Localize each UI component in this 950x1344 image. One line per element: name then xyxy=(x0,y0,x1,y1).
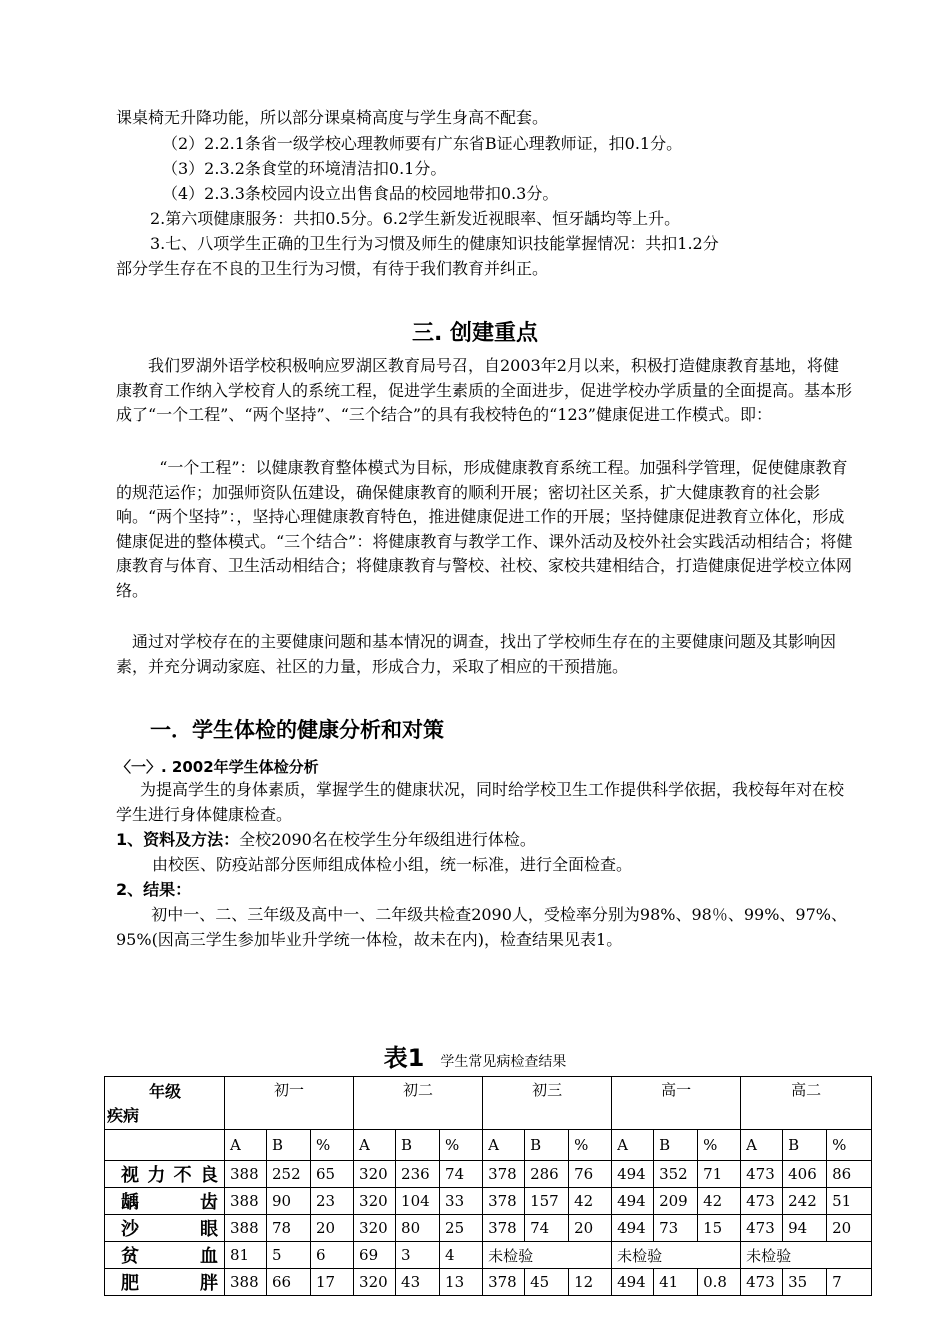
row-name-anemia: 贫血 xyxy=(105,1242,225,1269)
row-name-obesity: 肥胖 xyxy=(105,1269,225,1296)
table-cell: 66 xyxy=(267,1269,311,1296)
table-cell: 43 xyxy=(396,1269,440,1296)
subheader-a: A xyxy=(225,1130,267,1161)
table-cell: 494 xyxy=(612,1161,654,1188)
grade-header: 初三 xyxy=(483,1077,612,1130)
table-cell: 20 xyxy=(311,1215,354,1242)
subheader-b: B xyxy=(267,1130,311,1161)
table-cell: 20 xyxy=(569,1215,612,1242)
corner-disease-label: 疾病 xyxy=(107,1106,140,1125)
table-cell: 78 xyxy=(267,1215,311,1242)
table-cell: 45 xyxy=(525,1269,569,1296)
table-cell: 252 xyxy=(267,1161,311,1188)
not-tested-cell: 未检验 xyxy=(612,1242,654,1269)
text-line-3: （3）2.3.2条食堂的环境清洁扣0.1分。 xyxy=(162,159,447,178)
table-subheader-row xyxy=(105,1130,872,1161)
not-tested-cell: 未检验 xyxy=(741,1242,783,1269)
table-cell: 51 xyxy=(827,1188,872,1215)
table-cell: 3 xyxy=(396,1242,440,1269)
item-results-label: 2、结果： xyxy=(116,880,192,899)
grade-header: 高一 xyxy=(612,1077,741,1130)
row-name-dental-caries: 龋齿 xyxy=(105,1188,225,1215)
table-cell: 7 xyxy=(827,1269,872,1296)
subheader-b: B xyxy=(783,1130,827,1161)
table-cell: 378 xyxy=(483,1161,525,1188)
grade-header: 初二 xyxy=(354,1077,483,1130)
table-cell: 13 xyxy=(440,1269,483,1296)
table-cell: 5 xyxy=(267,1242,311,1269)
subheader-b: B xyxy=(654,1130,698,1161)
subsection-title-2002: 〈一〉. 2002年学生体检分析 xyxy=(116,758,319,776)
table-cell: 65 xyxy=(311,1161,354,1188)
table-cell: 86 xyxy=(827,1161,872,1188)
paragraph-creation-intro: 我们罗湖外语学校积极响应罗湖区教育局号召，自2003年2月以来，积极打造健康教育基地，将健康教育工作纳入学校育人的系统工程，促进学生素质的全面进步，促进学校办学质量的全面提高。基本形成了“一个工程”、“两个坚持”、“三个结合”的具有我校特色的“123”健康促进工作模式。即： xyxy=(116,356,853,424)
table-cell: 15 xyxy=(698,1215,741,1242)
table-cell: 6 xyxy=(311,1242,354,1269)
table-cell: 320 xyxy=(354,1161,396,1188)
table-cell: 494 xyxy=(612,1215,654,1242)
table-cell: 388 xyxy=(225,1161,267,1188)
subheader-pct: % xyxy=(827,1130,872,1161)
table-cell: 473 xyxy=(741,1269,783,1296)
subheader-pct: % xyxy=(440,1130,483,1161)
table-cell: 12 xyxy=(569,1269,612,1296)
table-cell: 42 xyxy=(698,1188,741,1215)
table-header-row xyxy=(105,1077,872,1130)
table-cell: 320 xyxy=(354,1269,396,1296)
table-cell: 494 xyxy=(612,1269,654,1296)
text-line-1: 课桌椅无升降功能，所以部分课桌椅高度与学生身高不配套。 xyxy=(116,108,549,127)
item-materials-text: 全校2090名在校学生分年级组进行体检。 xyxy=(239,830,536,849)
table-cell: 69 xyxy=(354,1242,396,1269)
table-cell: 320 xyxy=(354,1188,396,1215)
grade-header: 初一 xyxy=(225,1077,354,1130)
table-row xyxy=(105,1215,872,1242)
table-cell: 157 xyxy=(525,1188,569,1215)
subheader-a: A xyxy=(741,1130,783,1161)
text-line-2: （2）2.2.1条省一级学校心理教师要有广东省B证心理教师证，扣0.1分。 xyxy=(162,134,683,153)
table-cell: 41 xyxy=(654,1269,698,1296)
table-cell: 4 xyxy=(440,1242,483,1269)
table-cell: 94 xyxy=(783,1215,827,1242)
paragraph-one-project: “一个工程”：以健康教育整体模式为目标，形成健康教育系统工程。加强科学管理，促使健康教育的规范运作；加强师资队伍建设，确保健康教育的顺利开展；密切社区关系，扩大健康教育的社会影响。“两个坚持”：，坚持心理健康教育特色，推进健康促进工作的开展；坚持健康促进教育立体化，形成健康促进的整体模式。“三个结合”：将健康教育与教学工作、课外活动及校外社会实践活动相结合；将健康教育与体育、卫生活动相结合；将健康教育与警校、社校、家校共建相结合，打造健康促进学校立体网络。 xyxy=(116,458,853,600)
section-title-health-analysis: 一．学生体检的健康分析和对策 xyxy=(150,718,444,742)
table-cell: 388 xyxy=(225,1269,267,1296)
subheader-a: A xyxy=(483,1130,525,1161)
table-cell: 473 xyxy=(741,1215,783,1242)
table-cell: 320 xyxy=(354,1215,396,1242)
subheader-a: A xyxy=(612,1130,654,1161)
table-row xyxy=(105,1269,872,1296)
subheader-pct: % xyxy=(569,1130,612,1161)
table-cell: 473 xyxy=(741,1188,783,1215)
table-cell: 242 xyxy=(783,1188,827,1215)
subheader-empty xyxy=(105,1130,225,1161)
subheader-a: A xyxy=(354,1130,396,1161)
table-cell: 74 xyxy=(440,1161,483,1188)
table-corner-cell xyxy=(105,1077,225,1130)
item-materials-label: 1、资料及方法： xyxy=(116,830,240,849)
table-common-diseases xyxy=(104,1076,872,1296)
table-cell: 104 xyxy=(396,1188,440,1215)
text-line-4: （4）2.3.3条校园内设立出售食品的校园地带扣0.3分。 xyxy=(162,184,559,203)
table-cell: 286 xyxy=(525,1161,569,1188)
table-cell: 35 xyxy=(783,1269,827,1296)
section-title-creation-focus: 三. 创建重点 xyxy=(411,321,539,346)
subheader-b: B xyxy=(396,1130,440,1161)
table-cell: 33 xyxy=(440,1188,483,1215)
paragraph-exam-intro: 为提高学生的身体素质，掌握学生的健康状况，同时给学校卫生工作提供科学依据，我校每年对在校学生进行身体健康检查。 xyxy=(116,780,845,824)
table-cell: 80 xyxy=(396,1215,440,1242)
table-cell: 378 xyxy=(483,1269,525,1296)
table-cell: 473 xyxy=(741,1161,783,1188)
row-name-trachoma: 沙眼 xyxy=(105,1215,225,1242)
table-cell: 388 xyxy=(225,1188,267,1215)
table-cell: 0.8 xyxy=(698,1269,741,1296)
paragraph-results: 初中一、二、三年级及高中一、二年级共检查2090人，受检率分别为98%、98％、99%、97%、95%(因高三学生参加毕业升学统一体检，故未在内)，检查结果见表1。 xyxy=(116,905,847,949)
table-caption xyxy=(0,1038,950,1073)
table-cell: 378 xyxy=(483,1188,525,1215)
row-name-poor-vision: 视力不良 xyxy=(105,1161,225,1188)
text-line-6: 3.七、八项学生正确的卫生行为习惯及师生的健康知识技能掌握情况：共扣1.2分 xyxy=(150,234,719,253)
table-cell: 90 xyxy=(267,1188,311,1215)
item-materials-text2: 由校医、防疫站部分医师组成体检小组，统一标准，进行全面检查。 xyxy=(152,855,633,874)
text-line-5: 2.第六项健康服务：共扣0.5分。6.2学生新发近视眼率、恒牙龋均等上升。 xyxy=(150,209,681,228)
subheader-pct: % xyxy=(311,1130,354,1161)
text-line-7: 部分学生存在不良的卫生行为习惯，有待于我们教育并纠正。 xyxy=(116,259,549,278)
table-cell: 17 xyxy=(311,1269,354,1296)
table-cell-empty xyxy=(827,1242,872,1269)
table-cell: 76 xyxy=(569,1161,612,1188)
table-cell: 25 xyxy=(440,1215,483,1242)
corner-grade-label: 年级 xyxy=(149,1082,182,1101)
table-row xyxy=(105,1242,872,1269)
subheader-b: B xyxy=(525,1130,569,1161)
table-cell: 406 xyxy=(783,1161,827,1188)
not-tested-cell: 未检验 xyxy=(483,1242,525,1269)
table-cell: 388 xyxy=(225,1215,267,1242)
table-cell: 71 xyxy=(698,1161,741,1188)
table-cell: 352 xyxy=(654,1161,698,1188)
table-cell-empty xyxy=(569,1242,612,1269)
table-cell: 20 xyxy=(827,1215,872,1242)
grade-header: 高二 xyxy=(741,1077,872,1130)
table-cell: 73 xyxy=(654,1215,698,1242)
table-cell: 23 xyxy=(311,1188,354,1215)
table-cell: 378 xyxy=(483,1215,525,1242)
table-number: 表1 xyxy=(383,1044,425,1072)
table-cell: 494 xyxy=(612,1188,654,1215)
item-materials-methods xyxy=(116,830,536,850)
table-cell: 209 xyxy=(654,1188,698,1215)
table-cell: 81 xyxy=(225,1242,267,1269)
table-row xyxy=(105,1161,872,1188)
subheader-pct: % xyxy=(698,1130,741,1161)
paragraph-survey: 通过对学校存在的主要健康问题和基本情况的调查，找出了学校师生存在的主要健康问题及其影响因素，并充分调动家庭、社区的力量，形成合力，采取了相应的干预措施。 xyxy=(116,632,837,676)
table-cell: 236 xyxy=(396,1161,440,1188)
table-caption-text: 学生常见病检查结果 xyxy=(440,1054,567,1070)
table-cell-empty xyxy=(698,1242,741,1269)
table-cell: 42 xyxy=(569,1188,612,1215)
table-row xyxy=(105,1188,872,1215)
table-cell: 74 xyxy=(525,1215,569,1242)
